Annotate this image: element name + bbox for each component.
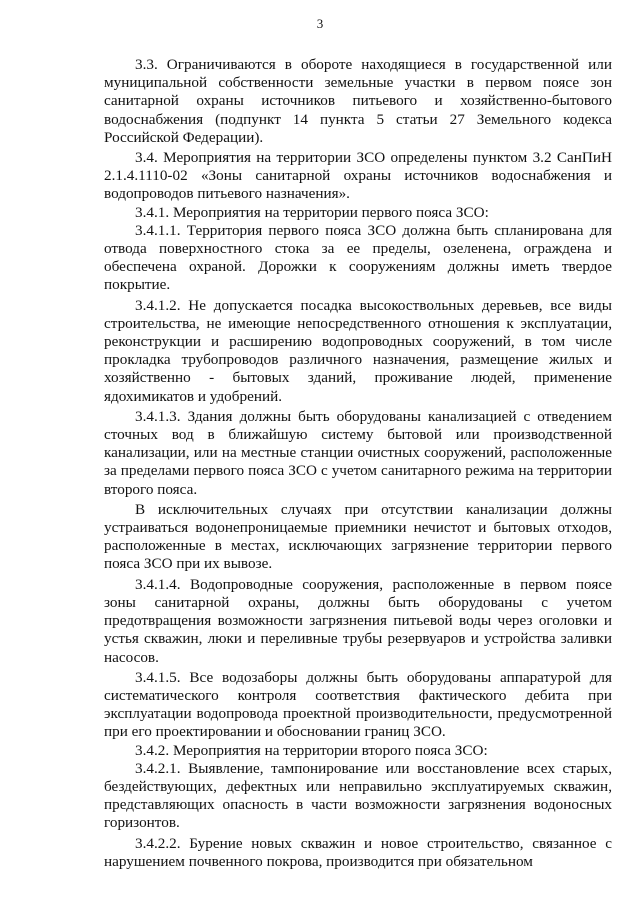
paragraph-3-4-1-2: 3.4.1.2. Не допускается посадка высокоствольных деревьев, все виды строительства, не имеющие непосредственного отношения к эксплуатации, реконструкции и расширению водопроводных сооружений, в том числе прокладка трубопроводов различного назначения, размещение жилых и хозяйственно - бытовых зданий, проживание людей, применение ядохимикатов и удобрений. [104,296,612,405]
page-number: 3 [316,16,324,31]
paragraph-3-4-1: 3.4.1. Мероприятия на территории первого пояса ЗСО: [135,203,489,221]
paragraph-3-4-1-5: 3.4.1.5. Все водозаборы должны быть оборудованы аппаратурой для систематического контроля соответствия фактического дебита при эксплуатации водопровода проектной производительности, предусмотренной при его проектировании и обосновании границ ЗСО. [104,668,612,741]
paragraph-3-3: 3.3. Ограничиваются в обороте находящиеся в государственной или муниципальной собственности земельные участки в первом поясе зон санитарной охраны источников питьевого и хозяйственно-бытового водоснабжения (подпункт 14 пункта 5 статьи 27 Земельного кодекса Российской Федерации). [104,56,612,146]
paragraph-3-4-2: 3.4.2. Мероприятия на территории второго пояса ЗСО: [135,741,488,759]
paragraph-3-4-1-3: 3.4.1.3. Здания должны быть оборудованы канализацией с отведением сточных вод в ближайшую систему бытовой или производственной канализации, или на местные станции очистных сооружений, расположенные за пределами первого пояса ЗСО с учетом санитарного режима на территории второго пояса. [104,407,612,498]
paragraph-3-4-1-4: 3.4.1.4. Водопроводные сооружения, расположенные в первом поясе зоны санитарной охраны, должны быть оборудованы с учетом предотвращения возможности загрязнения питьевой воды через оголовки и устья скважин, люки и переливные трубы резервуаров и устройства заливки насосов. [104,575,612,666]
paragraph-3-4-2-2: 3.4.2.2. Бурение новых скважин и новое строительство, связанное с нарушением почвенного покрова, производится при обязательном [104,834,612,870]
paragraph-3-4-2-1: 3.4.2.1. Выявление, тампонирование или восстановление всех старых, бездействующих, дефектных или неправильно эксплуатируемых скважин, представляющих опасность в части возможности загрязнения водоносных горизонтов. [104,759,612,832]
paragraph-3-4: 3.4. Мероприятия на территории ЗСО определены пунктом 3.2 СанПиН 2.1.4.1110-02 «Зоны санитарной охраны источников водоснабжения и водопроводов питьевого назначения». [104,149,612,203]
paragraph-3-4-1-1: 3.4.1.1. Территория первого пояса ЗСО должна быть спланирована для отвода поверхностного стока за ее пределы, озеленена, ограждена и обеспечена охраной. Дорожки к сооружениям должны иметь твердое покрытие. [104,221,612,294]
document-body [104,56,612,871]
paragraph-exceptional-cases: В исключительных случаях при отсутствии канализации должны устраиваться водонепроницаемые приемники нечистот и бытовых отходов, расположенные в местах, исключающих загрязнение территории первого пояса ЗСО при их вывозе. [104,500,612,573]
